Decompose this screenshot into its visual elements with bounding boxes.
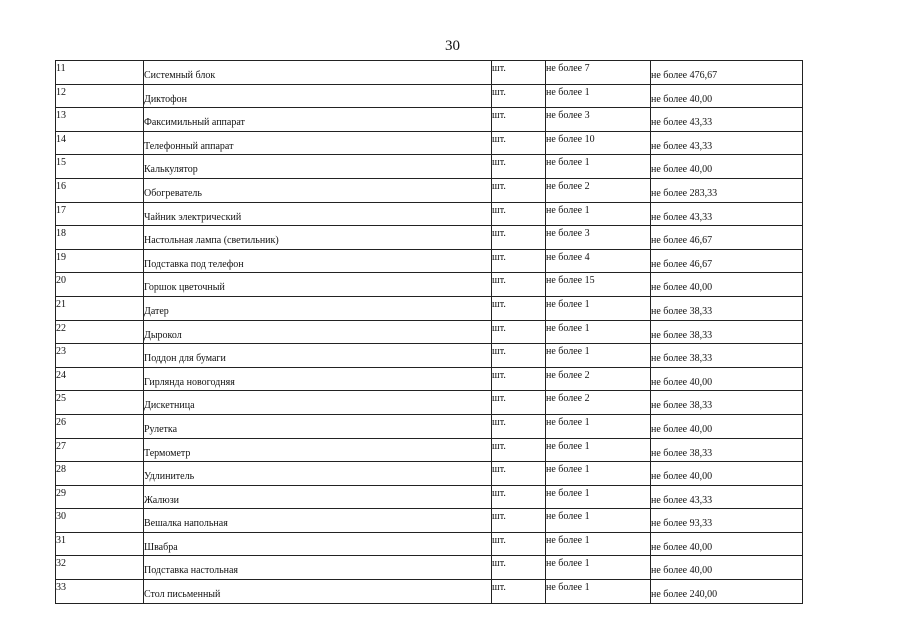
item-quantity-cell: [546, 273, 651, 297]
row-number-cell: [56, 344, 144, 368]
item-quantity: не более 2: [546, 369, 590, 381]
item-unit: шт.: [492, 346, 506, 358]
item-name-cell: [144, 155, 492, 179]
row-number-cell: [56, 249, 144, 273]
item-unit-cell: [492, 438, 546, 462]
item-name-cell: [144, 108, 492, 132]
item-name-cell: [144, 556, 492, 580]
row-number-cell: [56, 155, 144, 179]
table-row: [56, 61, 803, 85]
item-quantity: не более 1: [546, 582, 590, 594]
item-quantity: не более 1: [546, 346, 590, 358]
item-price-cell: [651, 580, 803, 604]
item-quantity-cell: [546, 226, 651, 250]
table-row: [56, 249, 803, 273]
item-price-cell: [651, 438, 803, 462]
item-name: Подставка настольная: [144, 565, 239, 577]
item-unit-cell: [492, 580, 546, 604]
item-unit-cell: [492, 296, 546, 320]
item-price: не более 240,00: [651, 589, 718, 601]
item-quantity: не более 7: [546, 63, 590, 74]
item-unit-cell: [492, 556, 546, 580]
item-price-cell: [651, 249, 803, 273]
row-number-cell: [56, 178, 144, 202]
item-price: не более 40,00: [651, 376, 713, 388]
table-row: [56, 273, 803, 297]
item-unit-cell: [492, 391, 546, 415]
item-name-cell: [144, 226, 492, 250]
row-number-cell: [56, 226, 144, 250]
item-unit: шт.: [492, 582, 506, 594]
item-unit-cell: [492, 226, 546, 250]
item-name: Подставка под телефон: [144, 258, 244, 270]
item-quantity: не более 1: [546, 86, 590, 98]
item-quantity: не более 1: [546, 558, 590, 570]
item-price: не более 283,33: [651, 187, 718, 199]
item-price: не более 476,67: [651, 70, 718, 81]
items-table-body: [56, 61, 803, 604]
table-row: [56, 226, 803, 250]
row-number: 12: [56, 86, 66, 98]
item-name-cell: [144, 367, 492, 391]
item-quantity-cell: [546, 320, 651, 344]
item-price: не более 38,33: [651, 400, 713, 412]
item-unit: шт.: [492, 63, 506, 74]
items-table: [55, 60, 803, 604]
row-number: 29: [56, 487, 66, 499]
item-quantity: не более 3: [546, 228, 590, 240]
item-price: не более 46,67: [651, 235, 713, 247]
item-unit: шт.: [492, 110, 506, 122]
item-price-cell: [651, 226, 803, 250]
item-name: Дырокол: [144, 329, 182, 341]
item-price-cell: [651, 61, 803, 85]
item-price-cell: [651, 320, 803, 344]
item-quantity: не более 1: [546, 204, 590, 216]
table-row: [56, 485, 803, 509]
item-price-cell: [651, 108, 803, 132]
item-name: Стол письменный: [144, 589, 221, 601]
item-quantity-cell: [546, 249, 651, 273]
table-row: [56, 509, 803, 533]
row-number-cell: [56, 414, 144, 438]
row-number-cell: [56, 438, 144, 462]
table-row: [56, 532, 803, 556]
item-quantity-cell: [546, 556, 651, 580]
row-number-cell: [56, 509, 144, 533]
row-number: 18: [56, 228, 66, 240]
item-name-cell: [144, 509, 492, 533]
item-quantity-cell: [546, 438, 651, 462]
item-price-cell: [651, 367, 803, 391]
item-price-cell: [651, 155, 803, 179]
item-quantity-cell: [546, 61, 651, 85]
item-price: не более 40,00: [651, 423, 713, 435]
item-price: не более 43,33: [651, 494, 713, 506]
item-price: не более 40,00: [651, 541, 713, 553]
table-row: [56, 367, 803, 391]
item-quantity-cell: [546, 485, 651, 509]
item-quantity: не более 1: [546, 511, 590, 523]
item-unit-cell: [492, 178, 546, 202]
item-quantity: не более 1: [546, 416, 590, 428]
row-number: 30: [56, 511, 66, 523]
item-unit: шт.: [492, 180, 506, 192]
item-price-cell: [651, 485, 803, 509]
row-number-cell: [56, 391, 144, 415]
item-quantity-cell: [546, 108, 651, 132]
item-quantity: не более 2: [546, 393, 590, 405]
item-quantity: не более 1: [546, 298, 590, 310]
item-quantity-cell: [546, 367, 651, 391]
row-number: 17: [56, 204, 66, 216]
table-row: [56, 108, 803, 132]
item-price-cell: [651, 84, 803, 108]
item-name-cell: [144, 131, 492, 155]
table-row: [56, 462, 803, 486]
item-price: не более 46,67: [651, 258, 713, 270]
table-row: [56, 155, 803, 179]
item-unit-cell: [492, 367, 546, 391]
table-row: [56, 414, 803, 438]
row-number-cell: [56, 580, 144, 604]
item-name: Вешалка напольная: [144, 518, 228, 530]
item-name: Калькулятор: [144, 164, 198, 176]
item-name-cell: [144, 249, 492, 273]
item-name-cell: [144, 580, 492, 604]
item-price-cell: [651, 556, 803, 580]
item-unit-cell: [492, 462, 546, 486]
item-name-cell: [144, 84, 492, 108]
row-number: 20: [56, 275, 66, 287]
item-quantity-cell: [546, 178, 651, 202]
item-quantity: не более 1: [546, 440, 590, 452]
item-name: Рулетка: [144, 423, 178, 435]
item-quantity-cell: [546, 462, 651, 486]
table-row: [56, 202, 803, 226]
item-price: не более 38,33: [651, 353, 713, 365]
item-unit: шт.: [492, 534, 506, 546]
item-price-cell: [651, 178, 803, 202]
item-unit-cell: [492, 485, 546, 509]
row-number: 11: [56, 63, 66, 74]
item-unit: шт.: [492, 369, 506, 381]
row-number-cell: [56, 532, 144, 556]
row-number: 33: [56, 582, 66, 594]
item-quantity: не более 10: [546, 133, 595, 145]
item-price-cell: [651, 131, 803, 155]
item-quantity-cell: [546, 296, 651, 320]
item-price: не более 40,00: [651, 164, 713, 176]
row-number: 19: [56, 251, 66, 263]
item-name: Термометр: [144, 447, 191, 459]
row-number: 22: [56, 322, 66, 334]
row-number-cell: [56, 462, 144, 486]
item-name: Швабра: [144, 541, 178, 553]
row-number: 24: [56, 369, 66, 381]
item-unit: шт.: [492, 157, 506, 169]
item-quantity-cell: [546, 202, 651, 226]
item-quantity-cell: [546, 155, 651, 179]
item-unit-cell: [492, 249, 546, 273]
item-name: Поддон для бумаги: [144, 353, 226, 365]
item-name-cell: [144, 414, 492, 438]
row-number: 14: [56, 133, 66, 145]
row-number-cell: [56, 296, 144, 320]
item-name: Горшок цветочный: [144, 282, 225, 294]
item-name-cell: [144, 438, 492, 462]
row-number-cell: [56, 84, 144, 108]
item-name-cell: [144, 178, 492, 202]
row-number: 13: [56, 110, 66, 122]
item-unit: шт.: [492, 416, 506, 428]
item-name-cell: [144, 61, 492, 85]
item-name: Удлинитель: [144, 471, 195, 483]
row-number-cell: [56, 556, 144, 580]
row-number-cell: [56, 320, 144, 344]
item-price-cell: [651, 296, 803, 320]
item-price: не более 38,33: [651, 305, 713, 317]
item-quantity: не более 1: [546, 157, 590, 169]
row-number-cell: [56, 108, 144, 132]
item-unit: шт.: [492, 440, 506, 452]
item-name: Гирлянда новогодняя: [144, 376, 235, 388]
item-name-cell: [144, 462, 492, 486]
item-name: Датер: [144, 305, 169, 317]
item-price-cell: [651, 273, 803, 297]
item-price: не более 40,00: [651, 565, 713, 577]
item-unit: шт.: [492, 511, 506, 523]
item-name-cell: [144, 320, 492, 344]
item-quantity: не более 1: [546, 487, 590, 499]
table-row: [56, 344, 803, 368]
item-name-cell: [144, 273, 492, 297]
row-number: 15: [56, 157, 66, 169]
row-number-cell: [56, 273, 144, 297]
item-unit-cell: [492, 84, 546, 108]
item-name: Системный блок: [144, 70, 216, 81]
item-name: Настольная лампа (светильник): [144, 235, 279, 247]
item-quantity-cell: [546, 580, 651, 604]
item-unit: шт.: [492, 133, 506, 145]
item-quantity-cell: [546, 414, 651, 438]
row-number-cell: [56, 61, 144, 85]
item-price-cell: [651, 391, 803, 415]
item-unit: шт.: [492, 393, 506, 405]
item-quantity: не более 3: [546, 110, 590, 122]
table-row: [56, 131, 803, 155]
item-unit-cell: [492, 202, 546, 226]
item-price: не более 43,33: [651, 117, 713, 129]
item-price: не более 38,33: [651, 447, 713, 459]
item-unit-cell: [492, 273, 546, 297]
item-quantity-cell: [546, 344, 651, 368]
page-number: 30: [445, 38, 460, 54]
item-unit-cell: [492, 532, 546, 556]
row-number: 23: [56, 346, 66, 358]
item-unit-cell: [492, 155, 546, 179]
item-price-cell: [651, 462, 803, 486]
item-unit-cell: [492, 61, 546, 85]
item-unit: шт.: [492, 275, 506, 287]
item-unit-cell: [492, 108, 546, 132]
item-name: Жалюзи: [144, 494, 179, 506]
item-name: Чайник электрический: [144, 211, 242, 223]
item-name: Диктофон: [144, 93, 187, 105]
item-price: не более 40,00: [651, 282, 713, 294]
item-quantity: не более 15: [546, 275, 595, 287]
item-unit: шт.: [492, 228, 506, 240]
item-unit: шт.: [492, 322, 506, 334]
item-unit: шт.: [492, 558, 506, 570]
item-price: не более 43,33: [651, 211, 713, 223]
item-quantity: не более 4: [546, 251, 590, 263]
row-number: 28: [56, 464, 66, 476]
item-name-cell: [144, 485, 492, 509]
item-name-cell: [144, 391, 492, 415]
table-row: [56, 296, 803, 320]
item-unit-cell: [492, 414, 546, 438]
item-unit: шт.: [492, 464, 506, 476]
item-name: Факсимильный аппарат: [144, 117, 245, 129]
item-name-cell: [144, 532, 492, 556]
row-number: 32: [56, 558, 66, 570]
row-number-cell: [56, 367, 144, 391]
item-name: Дискетница: [144, 400, 195, 412]
item-quantity-cell: [546, 391, 651, 415]
item-unit: шт.: [492, 298, 506, 310]
item-price-cell: [651, 509, 803, 533]
item-price: не более 38,33: [651, 329, 713, 341]
item-quantity-cell: [546, 509, 651, 533]
item-price: не более 40,00: [651, 93, 713, 105]
row-number: 25: [56, 393, 66, 405]
row-number: 31: [56, 534, 66, 546]
table-row: [56, 438, 803, 462]
item-quantity-cell: [546, 84, 651, 108]
item-price-cell: [651, 414, 803, 438]
item-name: Обогреватель: [144, 187, 202, 199]
item-name-cell: [144, 344, 492, 368]
item-price-cell: [651, 532, 803, 556]
table-row: [56, 320, 803, 344]
item-unit-cell: [492, 344, 546, 368]
table-row: [56, 580, 803, 604]
table-row: [56, 178, 803, 202]
table-row: [56, 391, 803, 415]
row-number-cell: [56, 131, 144, 155]
item-unit-cell: [492, 131, 546, 155]
item-price: не более 93,33: [651, 518, 713, 530]
table-row: [56, 84, 803, 108]
item-quantity: не более 1: [546, 322, 590, 334]
item-quantity-cell: [546, 131, 651, 155]
row-number: 26: [56, 416, 66, 428]
row-number-cell: [56, 202, 144, 226]
row-number-cell: [56, 485, 144, 509]
item-price: не более 40,00: [651, 471, 713, 483]
item-quantity: не более 2: [546, 180, 590, 192]
item-unit-cell: [492, 320, 546, 344]
row-number: 21: [56, 298, 66, 310]
item-quantity: не более 1: [546, 534, 590, 546]
row-number: 16: [56, 180, 66, 192]
table-row: [56, 556, 803, 580]
row-number: 27: [56, 440, 66, 452]
item-price: не более 43,33: [651, 140, 713, 152]
item-name-cell: [144, 202, 492, 226]
item-unit: шт.: [492, 204, 506, 216]
item-unit-cell: [492, 509, 546, 533]
item-unit: шт.: [492, 251, 506, 263]
item-name-cell: [144, 296, 492, 320]
item-price-cell: [651, 344, 803, 368]
item-unit: шт.: [492, 487, 506, 499]
item-quantity-cell: [546, 532, 651, 556]
item-unit: шт.: [492, 86, 506, 98]
item-name: Телефонный аппарат: [144, 140, 234, 152]
item-quantity: не более 1: [546, 464, 590, 476]
item-price-cell: [651, 202, 803, 226]
